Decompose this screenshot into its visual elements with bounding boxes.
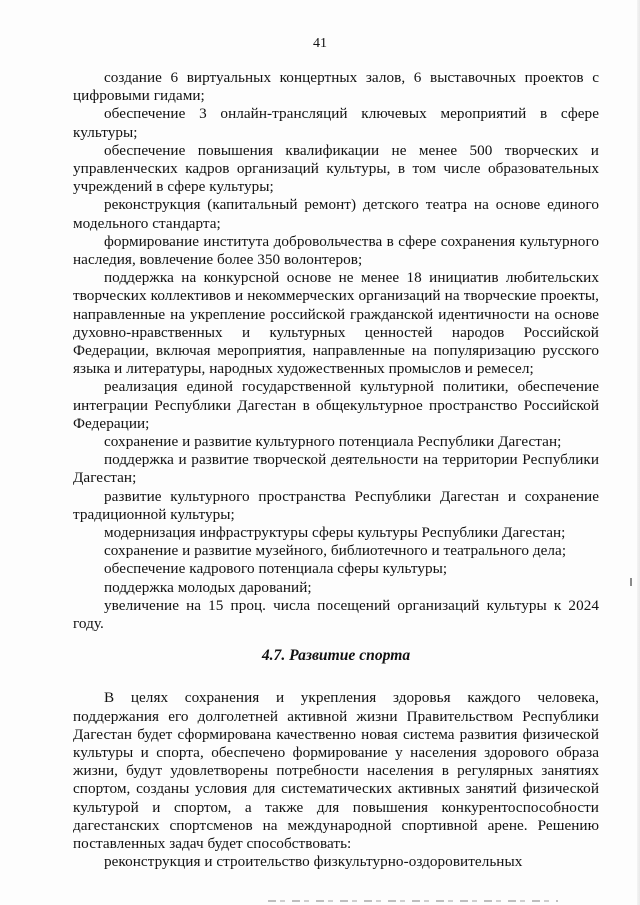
- paragraph: реализация единой государственной культурной политики, обеспечение интеграции Республики Дагестан в общекультурное пространство Российской Федерации;: [73, 378, 599, 432]
- paragraph: реконструкция (капитальный ремонт) детского театра на основе единого модельного стандарта;: [73, 196, 599, 232]
- document-body: [73, 69, 599, 871]
- paragraph: сохранение и развитие культурного потенциала Республики Дагестан;: [104, 433, 562, 451]
- scan-noise: [268, 900, 558, 902]
- paragraph: обеспечение кадрового потенциала сферы культуры;: [104, 560, 448, 578]
- paragraph: обеспечение 3 онлайн-трансляций ключевых мероприятий в сфере культуры;: [73, 105, 599, 141]
- section-paragraph: реконструкция и строительство физкультурно-оздоровительных: [104, 853, 523, 871]
- section-paragraph: В целях сохранения и укрепления здоровья каждого человека, поддержания его долголетней активной жизни Правительством Республики Дагестан будет сформирована качественно новая система развития физической культуры и спорта, обеспечено формирование у населения здорового образа жизни, будут удовлетворены потребности населения в регулярных занятиях спортом, созданы условия для систематических активных занятий физической культурой и спортом, а также для повышения конкурентоспособности дагестанских спортсменов на международной спортивной арене. Решению поставленных задач будет способствовать:: [73, 689, 599, 852]
- paragraph: обеспечение повышения квалификации не менее 500 творческих и управленческих кадров организаций культуры, в том числе образовательных учреждений в сфере культуры;: [73, 141, 599, 196]
- paragraph: увеличение на 15 проц. числа посещений организаций культуры к 2024 году.: [73, 596, 599, 633]
- paragraph: модернизация инфраструктуры сферы культуры Республики Дагестан;: [104, 524, 566, 542]
- section-heading: 4.7. Развитие спорта: [261, 647, 411, 665]
- page-number: 41: [313, 36, 327, 51]
- paragraph: формирование института добровольчества в сфере сохранения культурного наследия, вовлечение более 350 волонтеров;: [73, 232, 599, 269]
- paragraph: поддержка на конкурсной основе не менее 18 инициатив любительских творческих коллективов и некоммерческих организаций на творческие проекты, направленные на укрепление российской гражданской идентичности на основе духовно-нравственных и культурных ценностей народов Российской Федерации, включая мероприятия, направленные на популяризацию русского языка и литературы, народных художественных промыслов и ремесел;: [73, 269, 599, 378]
- paragraph: поддержка и развитие творческой деятельности на территории Республики Дагестан;: [73, 451, 599, 487]
- paragraph: сохранение и развитие музейного, библиотечного и театрального дела;: [104, 542, 567, 560]
- paragraph: создание 6 виртуальных концертных залов, 6 выставочных проектов с цифровыми гидами;: [73, 69, 599, 105]
- paragraph: развитие культурного пространства Республики Дагестан и сохранение традиционной культуры;: [73, 487, 599, 523]
- paragraph: поддержка молодых дарований;: [104, 578, 312, 596]
- scan-mark: [630, 578, 632, 586]
